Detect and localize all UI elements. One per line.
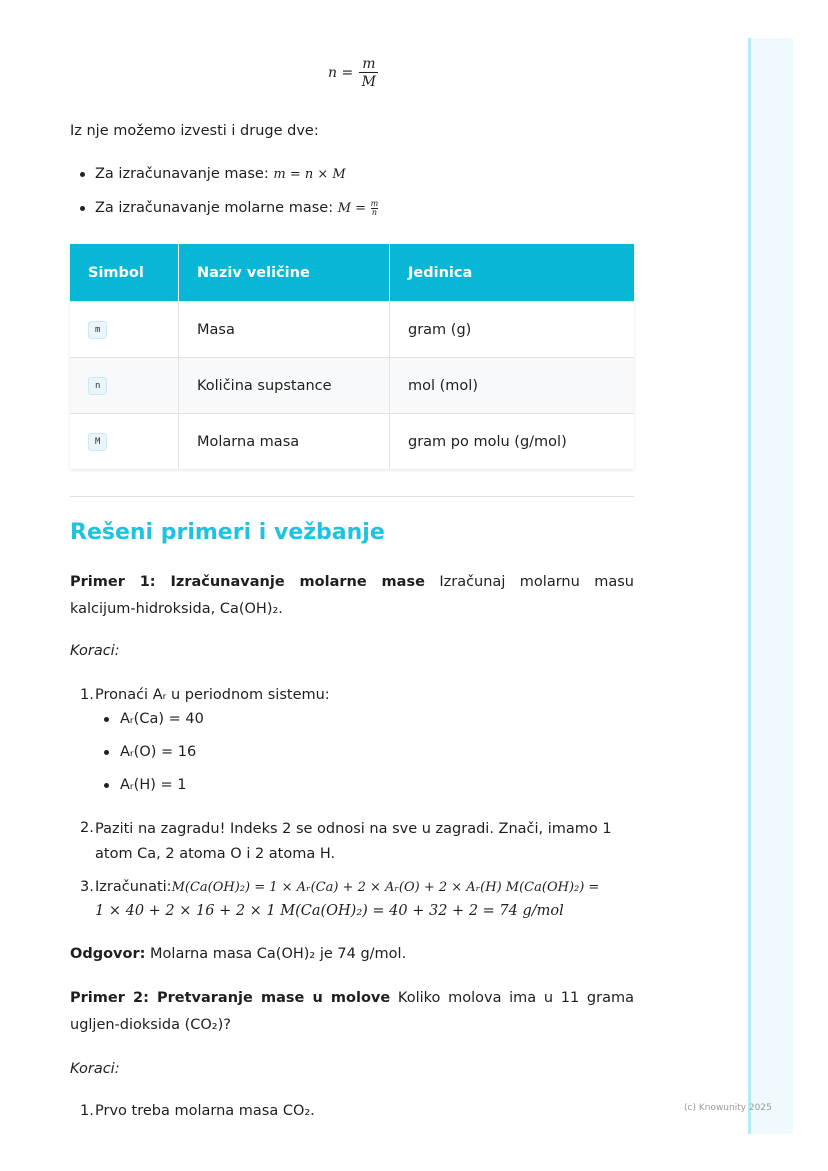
formula-denominator: M [361, 74, 377, 90]
list-item: Aᵣ(O) = 16 [120, 744, 197, 760]
step2-text: Paziti na zagradu! Indeks 2 se odnosi na sve u zagradi. Znači, imamo 1 atom Ca, 2 atoma O i 2 atoma H. [95, 821, 612, 862]
list-item: Aᵣ(Ca) = 40 [120, 711, 204, 727]
example1-paragraph: Primer 1: Izračunavanje molarne mase Izračunaj molarnu masu kalcijum-hidroksida, Ca(OH)₂. [70, 574, 634, 617]
example2-paragraph: Primer 2: Pretvaranje mase u molove Koliko molova ima u 11 grama ugljen-dioksida (CO₂)? [70, 990, 634, 1033]
step3-line1: Izračunati:M(Ca(OH)₂) = 1 × Aᵣ(Ca) + 2 × Aᵣ(O) + 2 × Aᵣ(H) M(Ca(OH)₂) = [95, 879, 600, 895]
table-cell: mol (mol) [390, 358, 635, 414]
header-unit: Jedinica [390, 244, 635, 302]
steps-label: Koraci: [70, 643, 120, 659]
molar-formula [328, 56, 378, 90]
right-margin-bar [748, 38, 793, 1134]
bullet-dot [104, 750, 109, 755]
step1-text: Pronaći Aᵣ u periodnom sistemu: [95, 687, 330, 703]
divider [70, 496, 634, 497]
header-name: Naziv veličine [179, 244, 390, 302]
answer-label: Odgovor: [70, 946, 146, 962]
table-cell: Molarna masa [179, 414, 390, 470]
table-cell: gram (g) [390, 302, 635, 358]
list-number: 1. [80, 1103, 94, 1119]
steps-label: Koraci: [70, 1061, 120, 1077]
small-fraction: $\frac{m}{n}$ [370, 198, 379, 217]
bullet-molar-mass: Za izračunavanje molarne mase: M = $\frac{m}{n}$ [95, 198, 379, 217]
bullet-mass: Za izračunavanje mase: m = n × M [95, 166, 346, 182]
example2-title: Primer 2: Pretvaranje mase u molove [70, 990, 391, 1006]
table-cell: Masa [179, 302, 390, 358]
header-symbol: Simbol [70, 244, 179, 302]
list-number: 1. [80, 687, 94, 703]
bullet-dot [80, 206, 85, 211]
intro-text: Iz nje možemo izvesti i druge dve: [70, 123, 319, 139]
answer-paragraph: Odgovor: Molarna masa Ca(OH)₂ je 74 g/mol. [70, 946, 407, 962]
quantities-table [70, 244, 634, 469]
list-item: Aᵣ(H) = 1 [120, 777, 187, 793]
symbol-code: m [88, 321, 107, 339]
symbol-code: M [88, 433, 107, 451]
symbol-code: n [88, 377, 107, 395]
table-row [70, 414, 634, 470]
list-number: 2. [80, 820, 94, 836]
bullet-dot [104, 717, 109, 722]
footer-copyright: (c) Knowunity 2025 [684, 1103, 772, 1113]
formula-lhs: n = [328, 65, 354, 81]
table-header-row [70, 244, 634, 302]
table-cell: Količina supstance [179, 358, 390, 414]
formula-numerator: m [359, 56, 378, 73]
table-row [70, 302, 634, 358]
section-title: Rešeni primeri i vežbanje [70, 520, 385, 545]
table-row [70, 358, 634, 414]
formula-fraction [359, 56, 378, 90]
table-cell: gram po molu (g/mol) [390, 414, 635, 470]
example2-step1: Prvo treba molarna masa CO₂. [95, 1103, 315, 1119]
list-number: 3. [80, 879, 94, 895]
bullet-dot [104, 783, 109, 788]
example1-title: Primer 1: Izračunavanje molarne mase [70, 574, 425, 590]
bullet-dot [80, 172, 85, 177]
step3-line2: 1 × 40 + 2 × 16 + 2 × 1 M(Ca(OH)₂) = 40 + 32 + 2 = 74 g/mol [95, 903, 564, 919]
